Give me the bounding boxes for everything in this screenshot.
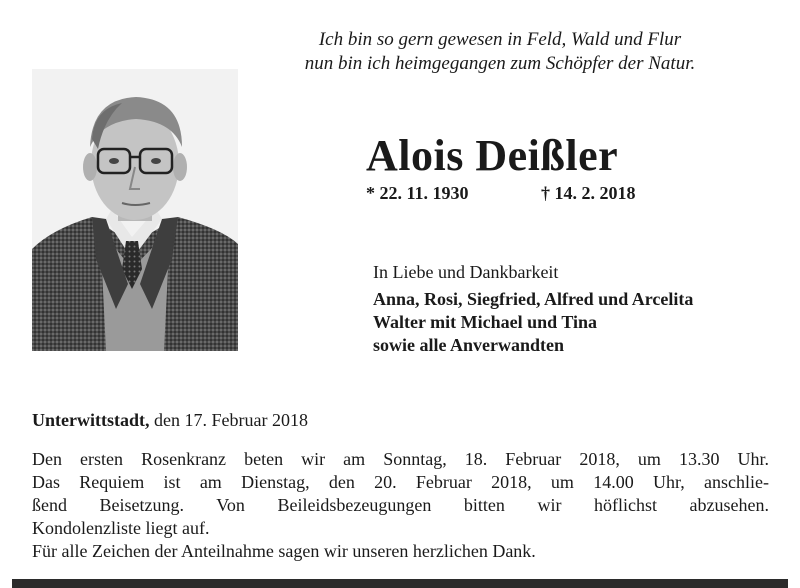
- mourners-line: Walter mit Michael und Tina: [373, 312, 598, 332]
- body-line: Für alle Zeichen der Anteilnahme sagen wir unseren herzlichen Dank.: [32, 541, 536, 561]
- mourners-block: [373, 261, 693, 357]
- bottom-border: [12, 579, 788, 588]
- body-line: Das Requiem ist am Dienstag, den 20. Februar 2018, um 14.00 Uhr, anschlie-: [32, 472, 769, 492]
- verse-line-1: Ich bin so gern gewesen in Feld, Wald und Flur: [318, 29, 682, 50]
- mourners-intro: In Liebe und Dankbarkeit: [373, 262, 559, 282]
- body-line: ßend Beisetzung. Von Beileidsbezeugungen bitten wir höflichst abzusehen.: [32, 495, 769, 515]
- portrait-photo: [32, 69, 238, 351]
- service-details: [32, 448, 769, 563]
- death-date: † 14. 2. 2018: [541, 183, 636, 203]
- deceased-name: Alois Deißler: [366, 131, 619, 180]
- body-line: Den ersten Rosenkranz beten wir am Sonntag, 18. Februar 2018, um 13.30 Uhr.: [32, 449, 769, 469]
- place-date-line: [32, 410, 308, 431]
- mourners-line: sowie alle Anverwandten: [373, 335, 564, 355]
- verse-line-2: nun bin ich heimgegangen zum Schöpfer der Natur.: [304, 53, 696, 74]
- birth-date: * 22. 11. 1930: [366, 183, 469, 203]
- mourners-line: Anna, Rosi, Siegfried, Alfred und Arcelita: [373, 289, 694, 309]
- place-name: Unterwittstadt,: [32, 410, 150, 430]
- body-line: Kondolenzliste liegt auf.: [32, 518, 210, 538]
- notice-date: den 17. Februar 2018: [149, 410, 308, 430]
- memorial-verse: [240, 28, 760, 76]
